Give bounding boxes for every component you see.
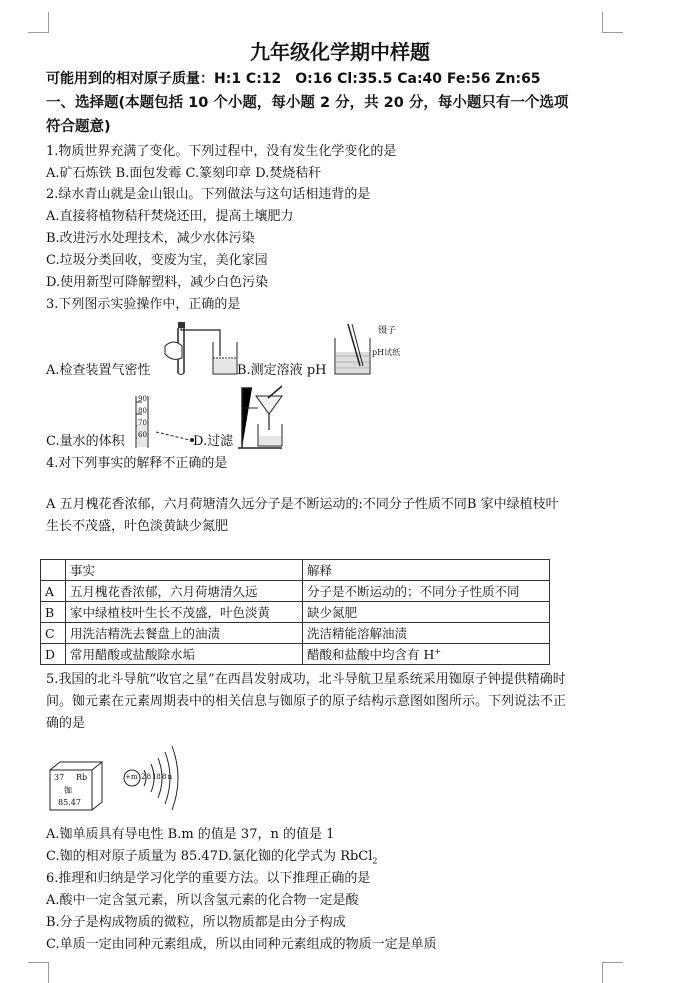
crop-mark-top-left — [28, 12, 49, 33]
q5-stem-line3: 确的是 — [46, 716, 86, 731]
q1-options: A.矿石炼铁 B.面包发霉 C.篆刻印章 D.焚烧秸秆 — [46, 166, 322, 181]
atomic-masses: 可能用到的相对原子质量：H:1 C:12 O:16 Cl:35.5 Ca:40 Fe:56 Zn:65 — [46, 71, 541, 87]
table-cell: 缺少氮肥 — [303, 602, 550, 623]
facts-table — [40, 559, 550, 665]
table-cell: A — [41, 581, 66, 602]
cylinder-tick-70: 70 — [138, 419, 147, 427]
q4-text-line1: A 五月槐花香浓郁，六月荷塘清久远分子是不断运动的:不同分子性质不同B 家中绿植枝叶 — [46, 497, 559, 512]
q3-option-d: D.过滤 — [193, 434, 234, 449]
table-header-cell — [41, 560, 66, 581]
table-header-row — [41, 560, 550, 581]
section-heading-line2: 符合题意) — [46, 119, 111, 135]
q3-option-a: A.检查装置气密性 — [46, 363, 151, 378]
q5-options-line2 — [46, 848, 378, 871]
h-plus-superscript: + — [434, 646, 442, 656]
section-heading-line1: 一、选择题(本题包括 10 个小题，每小题 2 分，共 20 分，每小题只有一个选项 — [46, 95, 569, 111]
q5-stem-line2: 间。铷元素在元素周期表中的相关信息与铷原子的原子结构示意图如图所示。下列说法不正 — [46, 694, 567, 709]
table-cell: 用洗洁精洗去餐盘上的油渍 — [66, 623, 303, 644]
page-title: 九年级化学期中样题 — [250, 40, 430, 64]
element-mass: 85.47 — [58, 798, 81, 807]
filtration-figure — [232, 384, 290, 450]
table-cell: D — [41, 644, 66, 665]
q6-option-a: A.酸中一定含氢元素，所以含氢元素的化合物一定是酸 — [46, 893, 359, 908]
water-beaker-figure — [210, 340, 240, 378]
q6-stem: 6.推理和归纳是学习化学的重要方法。以下推理正确的是 — [46, 871, 371, 886]
table-cell: 分子是不断运动的；不同分子性质不同 — [303, 581, 550, 602]
q2-stem: 2.绿水青山就是金山银山。下列做法与这句话相违背的是 — [46, 187, 371, 202]
table-cell: 常用醋酸或盐酸除水垢 — [66, 644, 303, 665]
table-row — [41, 581, 550, 602]
cylinder-tick-60: 60 — [138, 431, 147, 439]
element-number: 37 — [54, 773, 65, 782]
element-symbol: Rb — [76, 773, 88, 782]
table-cell — [303, 644, 550, 665]
table-cell: B — [41, 602, 66, 623]
electron-shells: 2 8 18 8 n — [141, 773, 172, 781]
q2-option-b: B.改进污水处理技术，减少水体污染 — [46, 231, 255, 246]
tweezers-label: 镊子 — [378, 326, 397, 336]
table-header-cell: 事实 — [66, 560, 303, 581]
cl-subscript: 2 — [372, 856, 378, 866]
q2-option-c: C.垃圾分类回收，变废为宝，美化家园 — [46, 253, 268, 268]
table-cell: 五月槐花香浓郁，六月荷塘清久远 — [66, 581, 303, 602]
q6-option-b: B.分子是构成物质的微粒，所以物质都是由分子构成 — [46, 915, 346, 930]
q1-stem: 1.物质世界充满了变化。下列过程中，没有发生化学变化的是 — [46, 144, 397, 159]
q6-option-c: C.单质一定由同种元素组成，所以由同种元素组成的物质一定是单质 — [46, 937, 437, 952]
q5-options-line1: A.铷单质具有导电性 B.m 的值是 37，n 的值是 1 — [46, 827, 335, 842]
table-cell: 洗洁精能溶解油渍 — [303, 623, 550, 644]
q3-option-b: B.测定溶液 pH — [237, 363, 327, 378]
table-cell: C — [41, 623, 66, 644]
q5-stem-line1: 5.我国的北斗导航“收官之星”在西昌发射成功，北斗导航卫星系统采用铷原子钟提供精确时 — [46, 672, 566, 687]
element-name: 铷 — [64, 786, 72, 795]
cylinder-tick-90: 90 — [138, 395, 147, 403]
q2-option-d: D.使用新型可降解塑料，减少白色污染 — [46, 275, 269, 290]
q4-text-line2: 生长不茂盛，叶色淡黄缺少氮肥 — [46, 519, 229, 534]
crop-mark-top-right — [602, 12, 623, 33]
q3-stem: 3.下列图示实验操作中，正确的是 — [46, 297, 241, 312]
q2-option-a: A.直接将植物秸秆焚烧还田，提高土壤肥力 — [46, 209, 294, 224]
q3-option-c: C.量水的体积 — [46, 434, 125, 449]
table-row — [41, 602, 550, 623]
table-row — [41, 644, 550, 665]
q5-options-text: C.铷的相对原子质量为 85.47D.氯化铷的化学式为 RbCl — [46, 849, 373, 864]
q4-stem: 4.对下列事实的解释不正确的是 — [46, 456, 228, 471]
table-row — [41, 623, 550, 644]
ph-paper-label: pH试纸 — [372, 348, 401, 357]
cylinder-tick-80: 80 — [138, 407, 147, 415]
table-cell: 家中绿植枝叶生长不茂盛，叶色淡黄 — [66, 602, 303, 623]
nucleus-charge: +m — [125, 773, 138, 781]
table-cell-text: 醋酸和盐酸中均含有 H — [307, 647, 435, 662]
table-header-cell: 解释 — [303, 560, 550, 581]
